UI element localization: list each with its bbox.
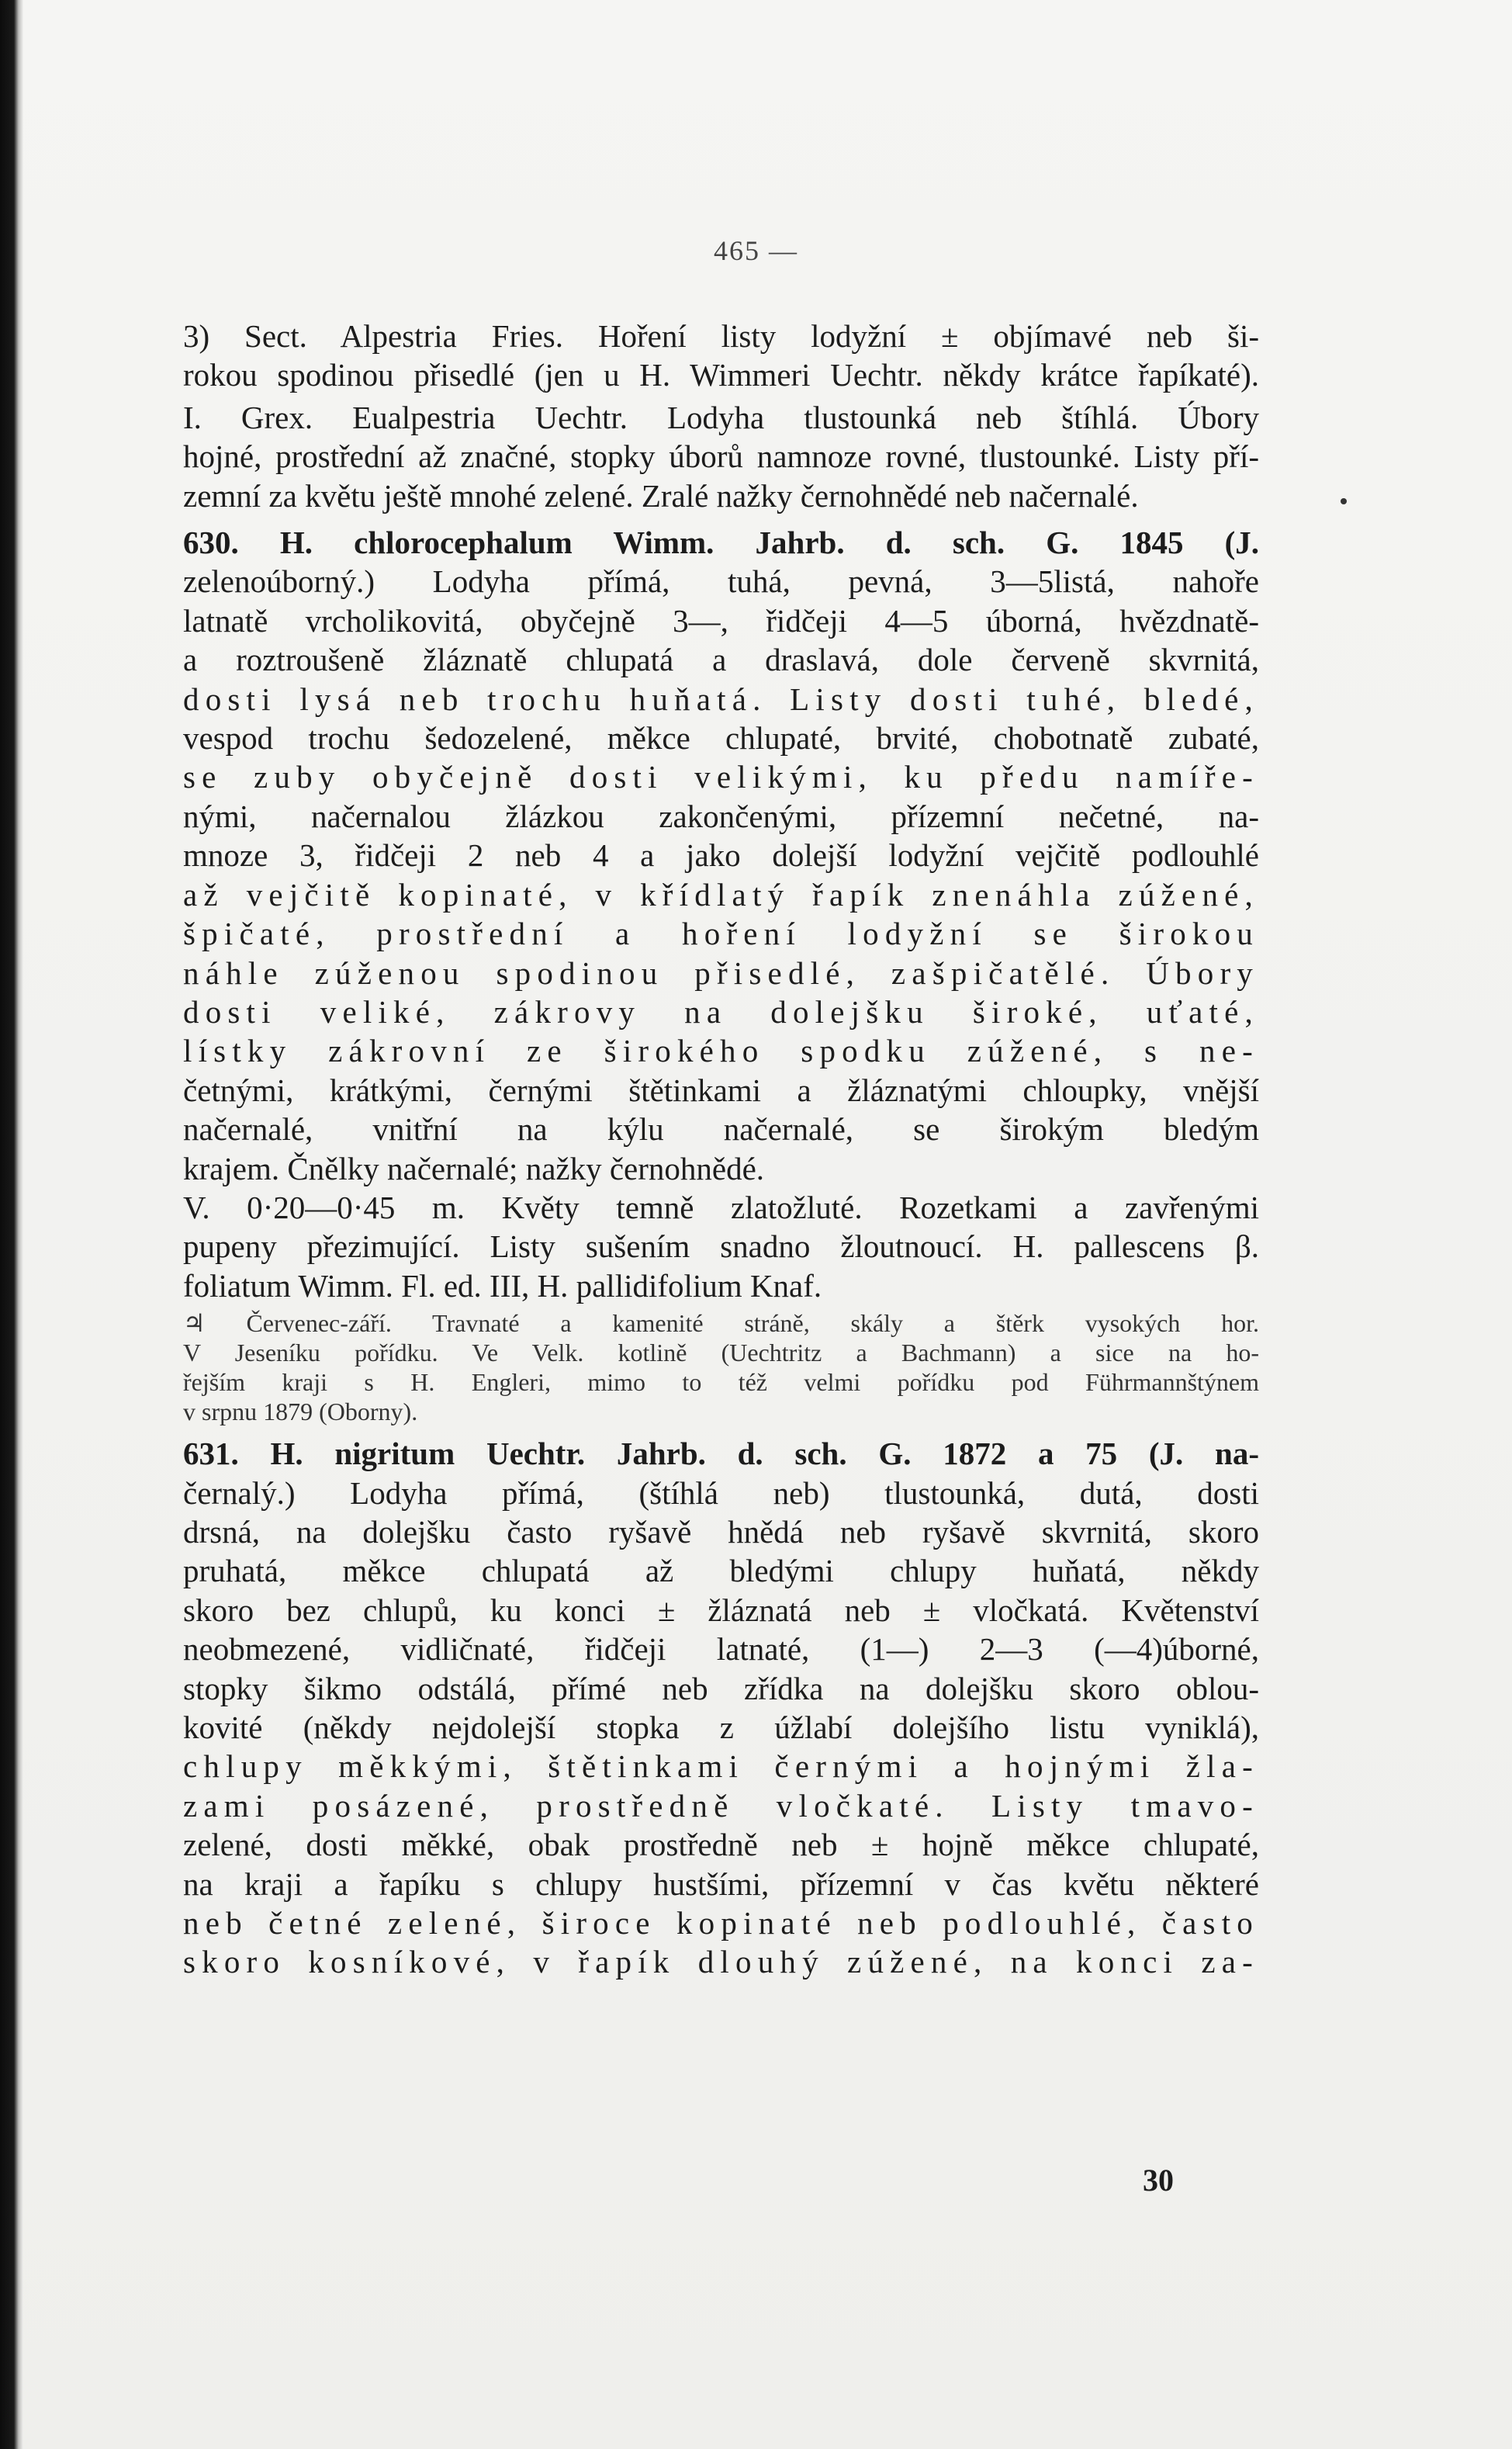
- text-line: latnatě vrcholikovitá, obyčejně 3—, řidčeji 4—5 úborná, hvězdnatě-: [183, 602, 1259, 639]
- text-line: načernalé, vnitřní na kýlu načernalé, se širokým bledým: [183, 1111, 1259, 1148]
- text-line: zelené, dosti měkké, obak prostředně neb ± hojně měkce chlupaté,: [183, 1827, 1259, 1863]
- text-line: zelenoúborný.) Lodyha přímá, tuhá, pevná, 3—5listá, nahoře: [183, 563, 1259, 600]
- species-630-heading: 630. H. chlorocephalum Wimm. Jahrb. d. sch. G. 1845 (J.: [183, 525, 1259, 561]
- text-line: zemní za květu ještě mnohé zelené. Zralé nažky černohnědé neb načernalé.: [183, 477, 1139, 514]
- distribution-note: řejším kraji s H. Engleri, mimo to též velmi pořídku pod Führmannštýnem: [183, 1368, 1259, 1397]
- text-line: kovité (někdy nejdolejší stopka z úžlabí dolejšího listu vyniklá),: [183, 1709, 1259, 1745]
- text-line: se zuby obyčejně dosti velikými, ku předu namíře-: [183, 759, 1259, 795]
- text-line: skoro kosníkové, v řapík dlouhý zúžené, na konci za-: [183, 1944, 1259, 1980]
- text-line: rokou spodinou přisedlé (jen u H. Wimmeri Uechtr. někdy krátce řapíkaté).: [183, 357, 1259, 393]
- text-line: dosti lysá neb trochu huňatá. Listy dosti tuhé, bledé,: [183, 681, 1259, 717]
- page-body: [183, 317, 1259, 1982]
- text-line: skoro bez chlupů, ku konci ± žláznatá neb ± vločkatá. Květenství: [183, 1592, 1259, 1628]
- text-line: neb četné zelené, široce kopinaté neb podlouhlé, často: [183, 1905, 1259, 1942]
- text-line: chlupy měkkými, štětinkami černými a hojnými žla-: [183, 1748, 1259, 1785]
- text-line: hojné, prostřední až značné, stopky úborů namnoze rovné, tlustounké. Listy pří-: [183, 438, 1259, 475]
- text-line: stopky šikmo odstálá, přímé neb zřídka na dolejšku skoro oblou-: [183, 1670, 1259, 1706]
- text-line: pruhatá, měkce chlupatá až bledými chlupy huňatá, někdy: [183, 1553, 1259, 1589]
- text-line: V. 0·20—0·45 m. Květy temně zlatožluté. Rozetkami a zavřenými: [183, 1189, 1259, 1225]
- text-line: a roztroušeně žláznatě chlupatá a draslavá, dole červeně skvrnitá,: [183, 642, 1259, 678]
- text-line: četnými, krátkými, černými štětinkami a žláznatými chloupky, vnější: [183, 1072, 1259, 1108]
- text-line: špičaté, prostřední a hoření lodyžní se širokou: [183, 916, 1259, 952]
- text-line: drsná, na dolejšku často ryšavě hnědá neb ryšavě skvrnitá, skoro: [183, 1513, 1259, 1550]
- text-line: krajem. Čnělky načernalé; nažky černohnědé.: [183, 1150, 765, 1186]
- signature-mark: 30: [1143, 2163, 1174, 2198]
- text-line: pupeny přezimující. Listy sušením snadno žloutnoucí. H. pallescens β.: [183, 1228, 1259, 1265]
- distribution-note: V Jeseníku pořídku. Ve Velk. kotlině (Uechtritz a Bachmann) a sice na ho-: [183, 1339, 1259, 1367]
- species-631-heading: 631. H. nigritum Uechtr. Jahrb. d. sch. G. 1872 a 75 (J. na-: [183, 1436, 1259, 1472]
- text-line: vespod trochu šedozelené, měkce chlupaté, brvité, chobotnatě zubaté,: [183, 720, 1259, 757]
- text-line: mnoze 3, řidčeji 2 neb 4 a jako dolejší lodyžní vejčitě podlouhlé: [183, 837, 1259, 874]
- text-line: foliatum Wimm. Fl. ed. III, H. pallidifolium Knaf.: [183, 1267, 822, 1304]
- text-line: náhle zúženou spodinou přisedlé, zašpičatělé. Úbory: [183, 954, 1259, 991]
- section-heading: 3) Sect. Alpestria Fries. Hoření listy lodyžní ± objímavé neb ši-: [183, 318, 1259, 354]
- text-line: až vejčitě kopinaté, v křídlatý řapík znenáhla zúžené,: [183, 876, 1259, 913]
- distribution-note: ♃ Červenec-září. Travnaté a kamenité stráně, skály a štěrk vysokých hor.: [183, 1309, 1259, 1338]
- page-number: 465 —: [714, 235, 798, 266]
- distribution-note: v srpnu 1879 (Oborny).: [183, 1398, 418, 1426]
- text-line: dosti veliké, zákrovy na dolejšku široké, uťaté,: [183, 993, 1259, 1030]
- text-line: lístky zákrovní ze širokého spodku zúžené, s ne-: [183, 1033, 1259, 1069]
- text-line: na kraji a řapíku s chlupy hustšími, přízemní v čas květu některé: [183, 1865, 1259, 1902]
- text-line: zami posázené, prostředně vločkaté. Listy tmavo-: [183, 1787, 1259, 1824]
- text-line: nými, načernalou žlázkou zakončenými, přízemní nečetné, na-: [183, 798, 1259, 834]
- grex-heading: I. Grex. Eualpestria Uechtr. Lodyha tlustounká neb štíhlá. Úbory: [183, 399, 1259, 435]
- text-line: černalý.) Lodyha přímá, (štíhlá neb) tlustounká, dutá, dosti: [183, 1474, 1259, 1511]
- ink-speck: [1341, 498, 1347, 504]
- book-spine-edge: [0, 0, 23, 2449]
- text-line: neobmezené, vidličnaté, řidčeji latnaté, (1—) 2—3 (—4)úborné,: [183, 1631, 1259, 1668]
